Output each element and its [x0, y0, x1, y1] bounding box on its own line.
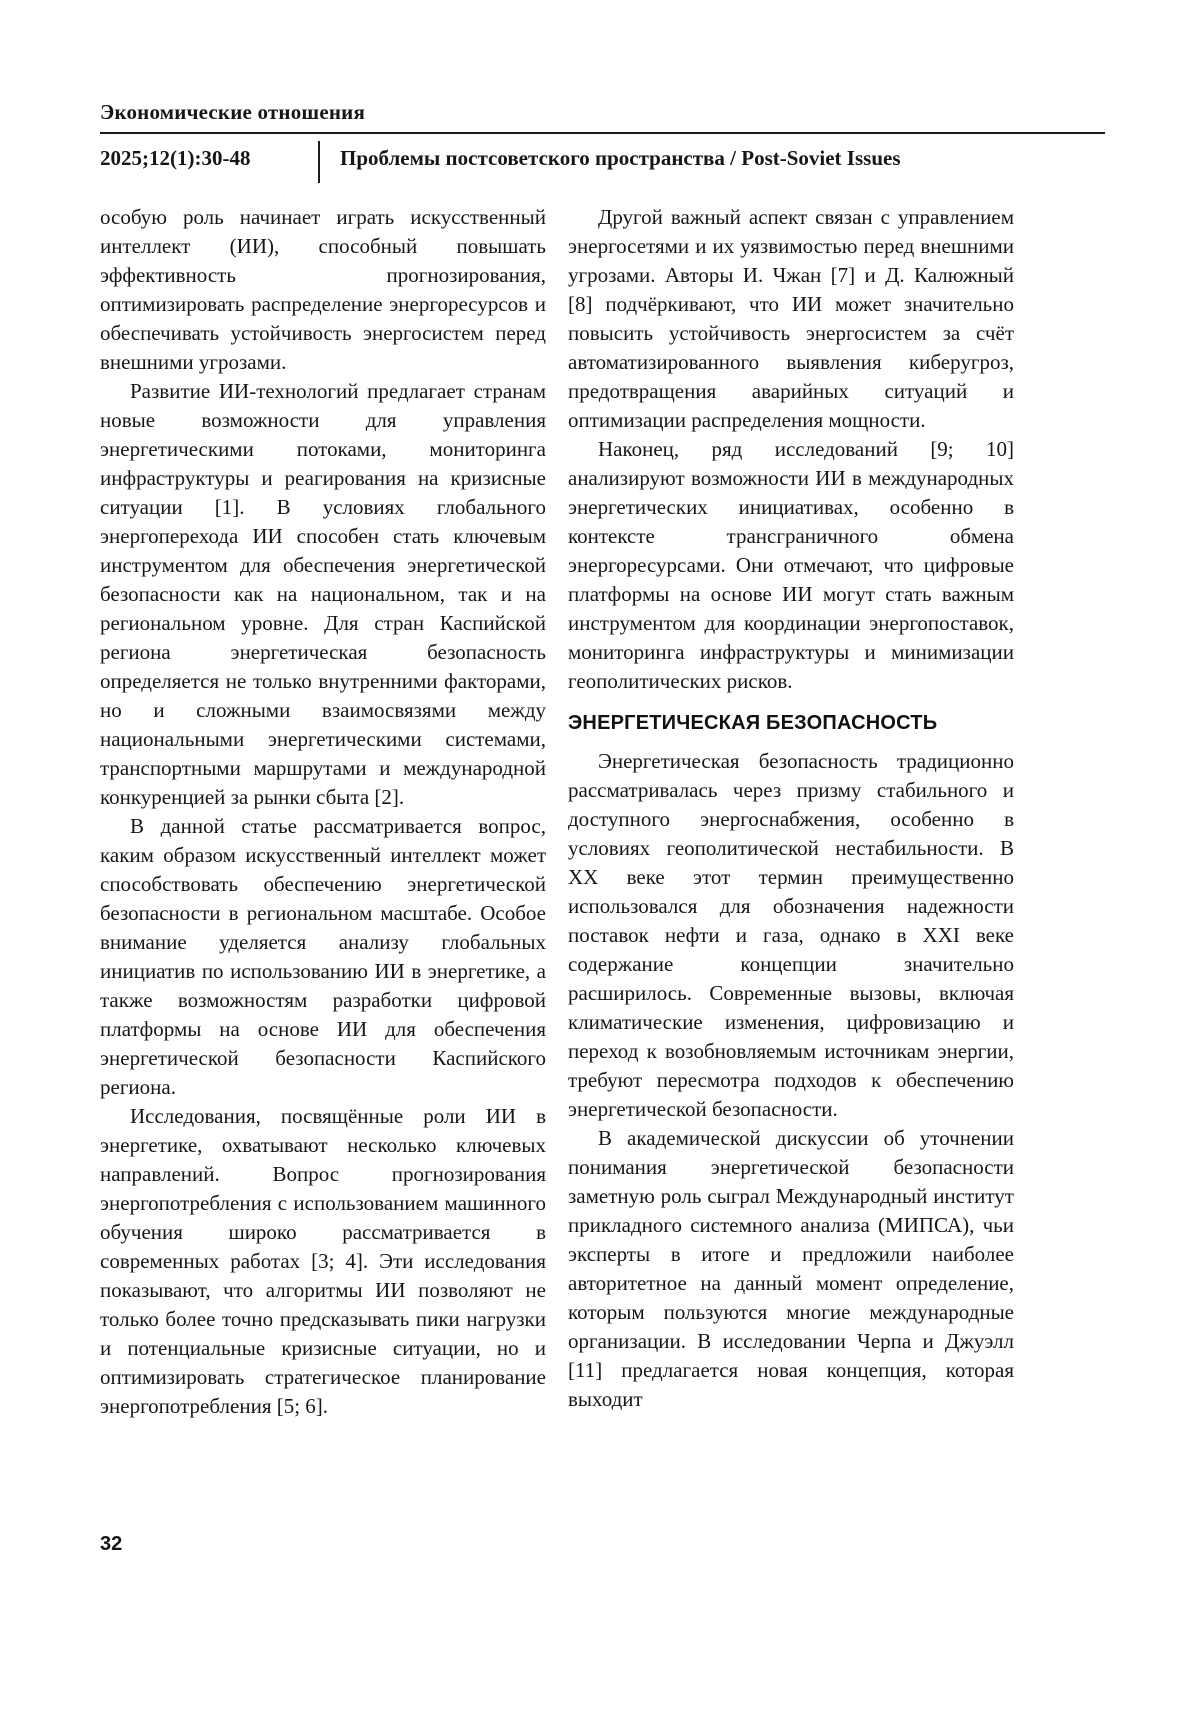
body-paragraph: Развитие ИИ-технологий предлагает странам новые возможности для управления энергетическими потоками, мониторинга инфраструктуры и реагирования на кризисные ситуации [1]. В условиях глобального энергоперехода ИИ способен стать ключевым инструментом для обеспечения энергетической безопасности как на национальном, так и на региональном уровне. Для стран Каспийской региона энергетическая безопасность определяется не только внутренними факторами, но и сложными взаимосвязями между национальными энергетическими системами, транспортными маршрутами и международной конкуренцией за рынки сбыта [2].	[100, 379, 546, 809]
body-paragraph: В данной статье рассматривается вопрос, каким образом искусственный интеллект может способствовать обеспечению энергетической безопасности в региональном масштабе. Особое внимание уделяется анализу глобальных инициатив по использованию ИИ в энергетике, а также возможностям разработки цифровой платформы на основе ИИ для обеспечения энергетической безопасности Каспийского региона.	[100, 814, 546, 1099]
body-paragraph: особую роль начинает играть искусственный интеллект (ИИ), способный повышать эффективность прогнозирования, оптимизировать распределение энергоресурсов и обеспечивать устойчивость энергосистем перед внешними угрозами.	[100, 205, 546, 374]
body-paragraph: Другой важный аспект связан с управлением энергосетями и их уязвимостью перед внешними угрозами. Авторы И. Чжан [7] и Д. Калюжный [8] подчёркивают, что ИИ может значительно повысить устойчивость энергосистем за счёт автоматизированного выявления киберугроз, предотвращения аварийных ситуаций и оптимизации распределения мощности.	[568, 205, 1014, 432]
journal-section-label: Экономические отношения	[100, 100, 366, 124]
body-paragraph: Энергетическая безопасность традиционно рассматривалась через призму стабильного и доступного энергоснабжения, особенно в условиях геополитической нестабильности. В XX веке этот термин преимущественно использовался для обозначения надежности поставок нефти и газа, однако в XXI веке содержание концепции значительно расширилось. Современные вызовы, включая климатические изменения, цифровизацию и переход к возобновляемым источникам энергии, требуют пересмотра подходов к обеспечению энергетической безопасности.	[568, 749, 1014, 1121]
page-header	[100, 100, 1105, 183]
issue-info: 2025;12(1):30-48	[100, 146, 251, 170]
body-paragraph: Исследования, посвящённые роли ИИ в энергетике, охватывают несколько ключевых направлений. Вопрос прогнозирования энергопотребления с использованием машинного обучения широко рассматривается в современных работах [3; 4]. Эти исследования показывают, что алгоритмы ИИ позволяют не только более точно предсказывать пики нагрузки и потенциальные кризисные ситуации, но и оптимизировать стратегическое планирование энергопотребления [5; 6].	[100, 1104, 546, 1418]
journal-title: Проблемы постсоветского пространства / Post-Soviet Issues	[340, 146, 901, 170]
header-row	[100, 141, 1105, 183]
header-vertical-divider	[318, 141, 320, 183]
body-paragraph: В академической дискуссии об уточнении понимания энергетической безопасности заметную роль сыграл Международный институт прикладного системного анализа (МИПСА), чьи эксперты в итоге и предложили наиболее авторитетное на данный момент определение, которым пользуются многие международные организации. В исследовании Черпа и Джуэлл [11] предлагается новая концепция, которая выходит	[568, 1126, 1014, 1411]
section-heading: ЭНЕРГЕТИЧЕСКАЯ БЕЗОПАСНОСТЬ	[568, 712, 938, 734]
right-column	[568, 203, 1014, 1421]
page-number: 32	[100, 1533, 123, 1555]
body-paragraph: Наконец, ряд исследований [9; 10] анализируют возможности ИИ в международных энергетических инициативах, особенно в контексте трансграничного обмена энергоресурсами. Они отмечают, что цифровые платформы на основе ИИ могут стать важным инструментом для координации энергопоставок, мониторинга инфраструктуры и минимизации геополитических рисков.	[568, 437, 1014, 693]
header-rule	[100, 132, 1105, 134]
article-body	[100, 203, 1014, 1421]
left-column	[100, 203, 546, 1421]
